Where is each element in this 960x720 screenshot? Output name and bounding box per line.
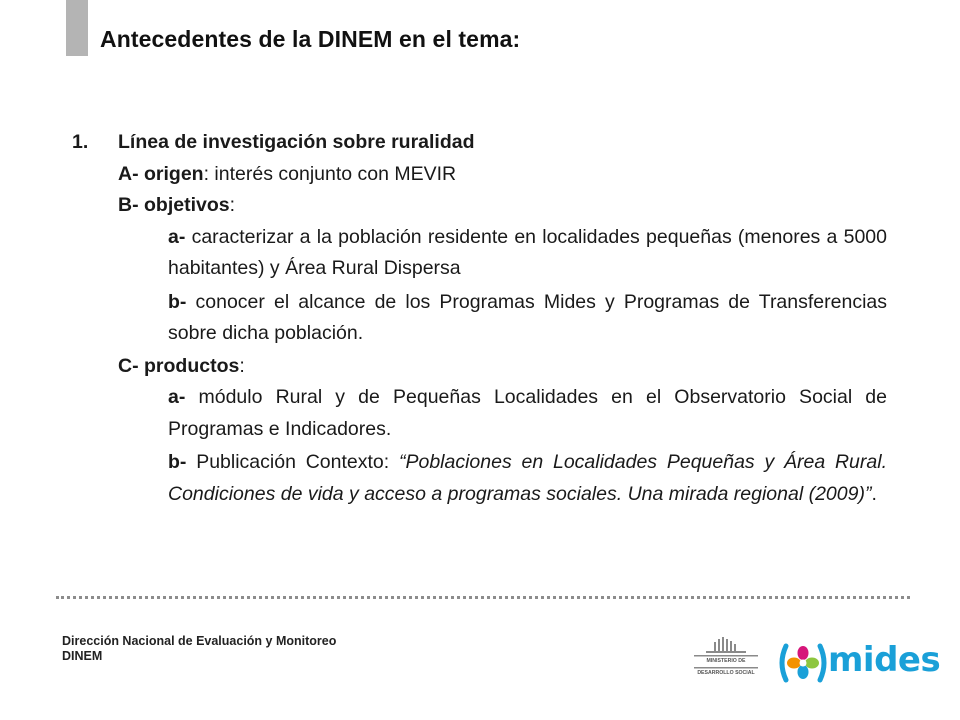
slide-content: [72, 127, 887, 510]
objetivos-suffix: :: [229, 194, 236, 216]
origen-line: [72, 159, 887, 191]
origen-text: : interés conjunto con MEVIR: [203, 162, 457, 185]
footer-org-line1: Dirección Nacional de Evaluación y Monitoreo: [62, 634, 337, 648]
mides-logo: [776, 640, 941, 686]
footer-org-line2: DINEM: [62, 649, 103, 663]
objetivo-b-marker: b-: [168, 290, 187, 313]
list-item-title: Línea de investigación sobre ruralidad: [118, 131, 475, 153]
productos-label: C- productos: [118, 354, 240, 377]
mides-mark-icon: [776, 640, 830, 686]
list-item-heading: [72, 127, 887, 159]
objetivo-b-text: conocer el alcance de los Programas Mides y Programas de Transferencias sobre dicha población.: [168, 290, 887, 344]
objetivo-a-text: caracterizar a la población residente en localidades pequeñas (menores a 5000 habitantes) y Área Rural Dispersa: [168, 225, 887, 279]
producto-b-italic: “Poblaciones en Localidades Pequeñas y Área Rural. Condiciones de vida y acceso a programas sociales. Una mirada regional (2009)”: [168, 451, 887, 505]
svg-text:MINISTERIO DE: MINISTERIO DE: [706, 658, 746, 664]
footer-organization: [62, 634, 336, 664]
origen-label: A- origen: [118, 162, 204, 185]
objetivos-label: B- objetivos: [118, 194, 230, 216]
ministry-logo: [688, 636, 764, 682]
producto-b: [72, 447, 887, 510]
objetivo-b: [72, 287, 887, 350]
title-accent-bar: [66, 0, 88, 56]
mides-wordmark: mides: [828, 640, 941, 680]
productos-line: [72, 351, 887, 383]
producto-b-marker: b-: [168, 451, 187, 473]
objetivo-a-marker: a-: [168, 225, 186, 248]
producto-b-text: Publicación Contexto:: [186, 451, 399, 473]
slide-title: Antecedentes de la DINEM en el tema:: [100, 26, 521, 52]
producto-b-end: .: [871, 482, 877, 505]
objetivos-line: [72, 190, 887, 222]
dotted-separator: [56, 596, 910, 599]
list-item-number: 1.: [72, 131, 89, 153]
objetivo-a: [72, 222, 887, 285]
productos-suffix: :: [239, 354, 245, 377]
producto-a-marker: a-: [168, 386, 186, 408]
producto-a: [72, 382, 887, 445]
producto-a-text: módulo Rural y de Pequeñas Localidades en el Observatorio Social de Programas e Indicadores.: [168, 386, 887, 440]
svg-text:DESARROLLO SOCIAL: DESARROLLO SOCIAL: [697, 670, 755, 676]
